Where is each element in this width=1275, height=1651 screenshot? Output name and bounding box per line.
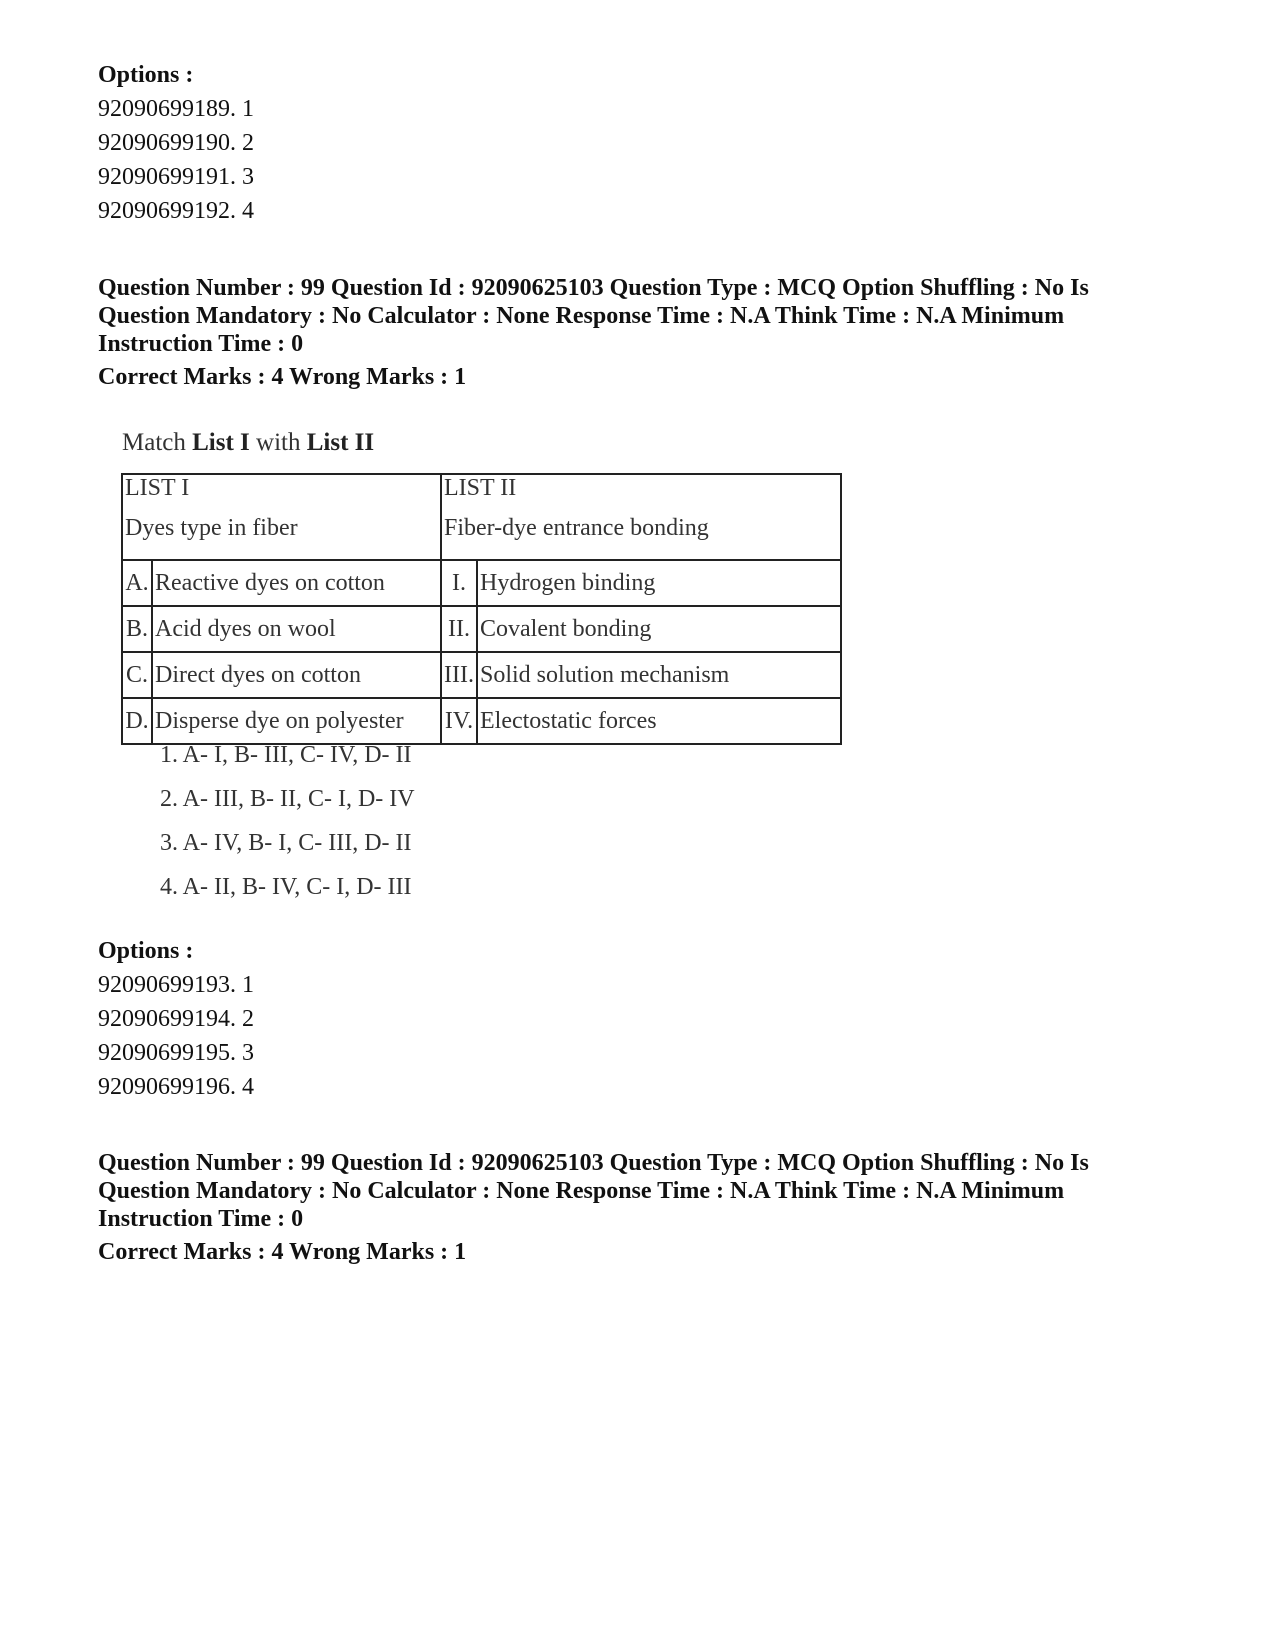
table-header-row bbox=[122, 474, 841, 515]
answer-choice: 3. A- IV, B- I, C- III, D- II bbox=[160, 830, 412, 856]
list1-label: A. bbox=[122, 560, 152, 606]
option-line: 92090699193. 1 bbox=[98, 972, 254, 998]
list2-label: II. bbox=[441, 606, 477, 652]
option-line: 92090699191. 3 bbox=[98, 164, 254, 190]
list2-label: I. bbox=[441, 560, 477, 606]
option-line: 92090699195. 3 bbox=[98, 1040, 254, 1066]
answer-choice: 4. A- II, B- IV, C- I, D- III bbox=[160, 874, 412, 900]
list1-label: D. bbox=[122, 698, 152, 744]
list2-title: LIST II bbox=[441, 474, 841, 515]
question-header-line: Question Number : 99 Question Id : 92090625103 Question Type : MCQ Option Shuffling : No Is bbox=[98, 275, 1089, 301]
question-header-line: Instruction Time : 0 bbox=[98, 331, 304, 357]
list2-item: Solid solution mechanism bbox=[477, 652, 841, 698]
list2-item: Hydrogen binding bbox=[477, 560, 841, 606]
option-line: 92090699196. 4 bbox=[98, 1074, 254, 1100]
question-header-line: Question Number : 99 Question Id : 92090625103 Question Type : MCQ Option Shuffling : No Is bbox=[98, 1150, 1089, 1176]
question-header-line: Question Mandatory : No Calculator : None Response Time : N.A Think Time : N.A Minimum bbox=[98, 303, 1065, 329]
options-title: Options : bbox=[98, 62, 194, 88]
match-prefix: Match bbox=[122, 429, 193, 456]
question-header-line: Question Mandatory : No Calculator : None Response Time : N.A Think Time : N.A Minimum bbox=[98, 1178, 1065, 1204]
option-line: 92090699192. 4 bbox=[98, 198, 254, 224]
table-row bbox=[122, 698, 841, 744]
list1-label: C. bbox=[122, 652, 152, 698]
list1-item: Reactive dyes on cotton bbox=[152, 560, 441, 606]
option-line: 92090699194. 2 bbox=[98, 1006, 254, 1032]
list2-item: Electostatic forces bbox=[477, 698, 841, 744]
option-line: 92090699190. 2 bbox=[98, 130, 254, 156]
table-header-row bbox=[122, 515, 841, 560]
list1-item: Disperse dye on polyester bbox=[152, 698, 441, 744]
list1-item: Acid dyes on wool bbox=[152, 606, 441, 652]
list2-label: III. bbox=[441, 652, 477, 698]
table-row bbox=[122, 606, 841, 652]
answer-choice: 1. A- I, B- III, C- IV, D- II bbox=[160, 742, 412, 768]
list1-title: LIST I bbox=[122, 474, 441, 515]
list1-item: Direct dyes on cotton bbox=[152, 652, 441, 698]
list1-subtitle: Dyes type in fiber bbox=[122, 515, 441, 560]
list1-label: B. bbox=[122, 606, 152, 652]
table-row bbox=[122, 652, 841, 698]
match-table bbox=[121, 473, 842, 745]
match-instruction bbox=[122, 428, 374, 458]
table-row bbox=[122, 560, 841, 606]
marks-line: Correct Marks : 4 Wrong Marks : 1 bbox=[98, 1239, 467, 1265]
option-line: 92090699189. 1 bbox=[98, 96, 254, 122]
question-header-line: Instruction Time : 0 bbox=[98, 1206, 304, 1232]
match-list2: List II bbox=[306, 429, 375, 456]
list2-item: Covalent bonding bbox=[477, 606, 841, 652]
match-with: with bbox=[249, 429, 307, 456]
match-list1: List I bbox=[192, 429, 250, 456]
answer-choice: 2. A- III, B- II, C- I, D- IV bbox=[160, 786, 415, 812]
list2-subtitle: Fiber-dye entrance bonding bbox=[441, 515, 841, 560]
options-title: Options : bbox=[98, 938, 194, 964]
marks-line: Correct Marks : 4 Wrong Marks : 1 bbox=[98, 364, 467, 390]
list2-label: IV. bbox=[441, 698, 477, 744]
